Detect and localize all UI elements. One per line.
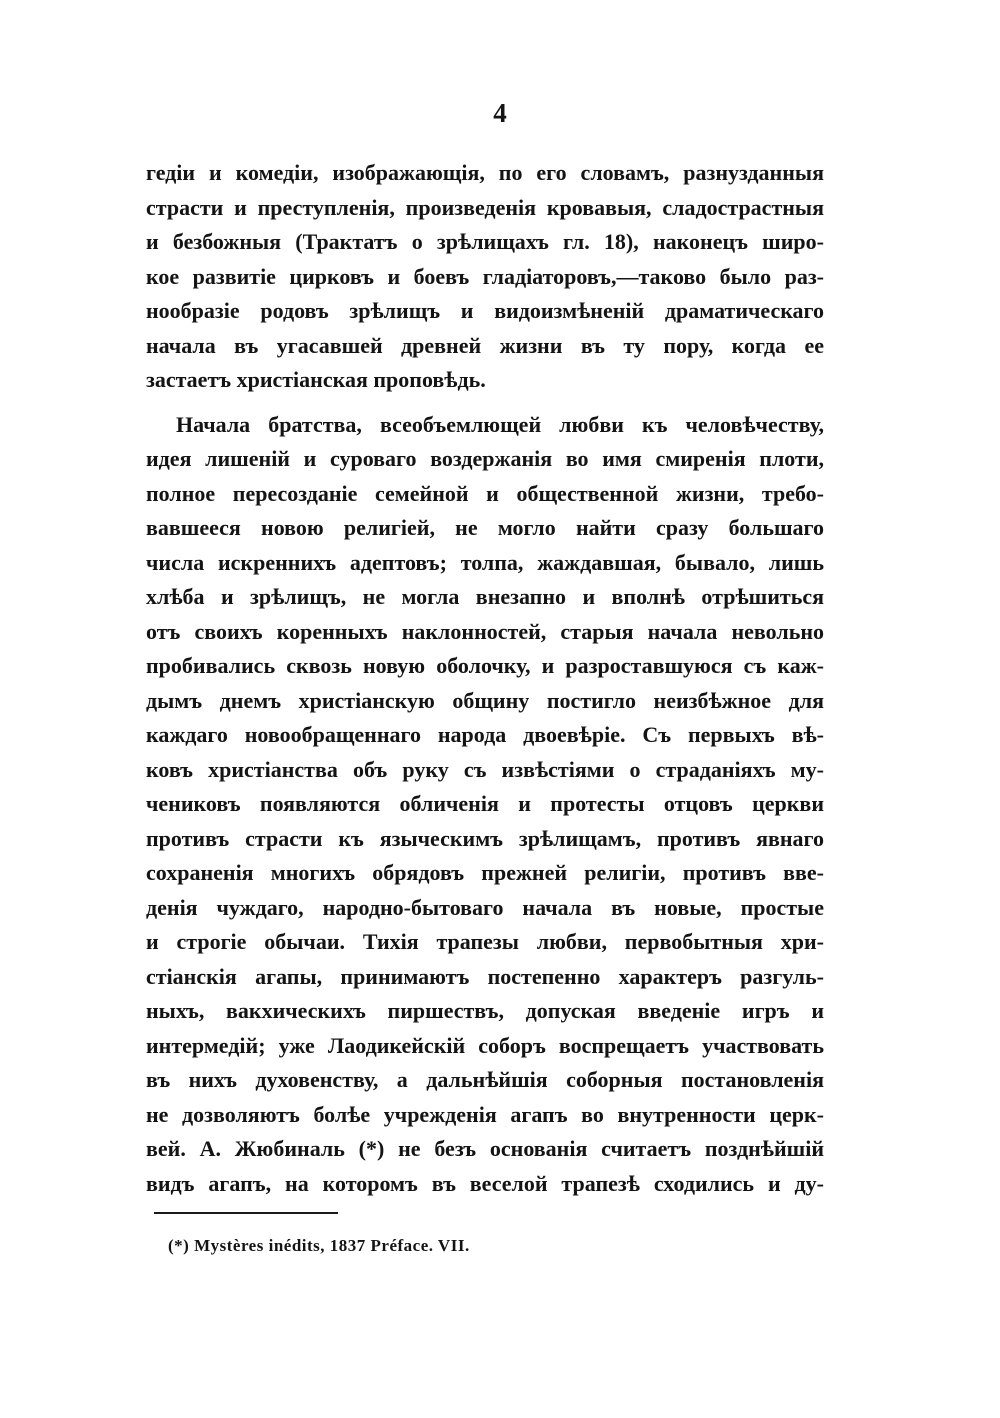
text-line: кое развитіе цирковъ и боевъ гладіаторовъ,—таково было раз- <box>146 263 824 289</box>
text-line: въ нихъ духовенству, а дальнѣйшія соборныя постановленія <box>146 1067 824 1092</box>
text-line: чениковъ появляются обличенія и протесты отцовъ церкви <box>146 791 824 816</box>
text-line: и безбожныя (Трактатъ о зрѣлищахъ гл. 18), наконецъ широ- <box>146 229 824 254</box>
text-line: ковъ христіанства объ руку съ извѣстіями о страданіяхъ му- <box>146 756 824 782</box>
text-line: застаетъ христіанская проповѣдь. <box>146 367 486 392</box>
text-line: противъ страсти къ языческимъ зрѣлищамъ, противъ явнаго <box>146 825 824 851</box>
text-line: стіанскія агапы, принимаютъ постепенно характеръ разгуль- <box>146 963 824 989</box>
text-line: пробивались сквозь новую оболочку, и разроставшуюся съ каж- <box>146 653 824 678</box>
text-line: идея лишеній и суроваго воздержанія во имя смиренія плоти, <box>146 446 824 471</box>
paragraph-1 <box>146 156 824 398</box>
text-line: полное пересозданіе семейной и общественной жизни, требо- <box>146 480 824 506</box>
text-line: хлѣба и зрѣлищъ, не могла внезапно и вполнѣ отрѣшиться <box>146 584 824 609</box>
text-line: Начала братства, всеобъемлющей любви къ человѣчеству, <box>176 411 824 437</box>
footnote: (*) Mystères inédits, 1837 Préface. VII. <box>168 1236 470 1255</box>
text-line: нообразіе родовъ зрѣлищъ и видоизмѣненій драматическаго <box>146 298 824 323</box>
body-text <box>146 156 824 1201</box>
text-line: отъ своихъ коренныхъ наклонностей, старыя начала невольно <box>146 618 824 644</box>
text-line: вей. А. Жюбиналь (*) не безъ основанія считаетъ позднѣйшій <box>146 1136 824 1161</box>
text-line: страсти и преступленія, произведенія кровавыя, сладострастныя <box>146 194 824 220</box>
page-number: 4 <box>493 98 507 128</box>
text-line: ныхъ, вакхическихъ пиршествъ, допуская введеніе игръ и <box>146 998 824 1023</box>
text-line: вавшееся новою религіей, не могло найти сразу большаго <box>146 515 824 540</box>
text-line: и строгіе обычаи. Тихія трапезы любви, первобытныя хри- <box>146 929 824 954</box>
text-line: не дозволяютъ болѣе учрежденія агапъ во внутренности церк- <box>146 1101 824 1127</box>
footnote-divider <box>154 1212 338 1214</box>
text-line: интермедій; уже Лаодикейскій соборъ воспрещаетъ участвовать <box>146 1032 824 1058</box>
text-line: дымъ днемъ христіанскую общину постигло неизбѣжное для <box>146 687 824 713</box>
text-line: начала въ угасавшей древней жизни въ ту пору, когда ее <box>146 332 824 358</box>
text-line: видъ агапъ, на которомъ въ веселой трапезѣ сходились и ду- <box>146 1170 824 1196</box>
paragraph-2 <box>146 408 824 1202</box>
text-line: гедіи и комедіи, изображающія, по его словамъ, разнузданныя <box>146 160 824 185</box>
text-line: денія чуждаго, народно-бытоваго начала въ новые, простые <box>146 894 824 920</box>
text-line: числа искреннихъ адептовъ; толпа, жаждавшая, бывало, лишь <box>146 549 824 575</box>
text-line: каждаго новообращеннаго народа двоевѣріе. Съ первыхъ вѣ- <box>146 722 824 747</box>
text-line: сохраненія многихъ обрядовъ прежней религіи, противъ вве- <box>146 860 824 885</box>
